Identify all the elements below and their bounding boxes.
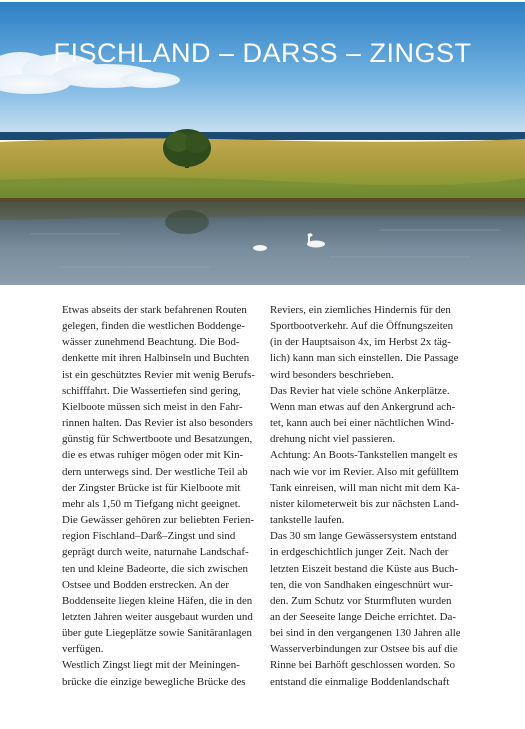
text-line: entstand die einmalige Boddenlandschaft	[270, 675, 450, 688]
text-line: letzten Jahren weiter ausgebaut wurden und	[62, 610, 253, 623]
text-line: an der Seeseite lange Deiche errichtet. Da-	[270, 610, 456, 623]
text-line: nister kilometerweit bis zur nächsten Land-	[270, 497, 460, 510]
page-title: FISCHLAND – DARSS – ZINGST	[53, 38, 472, 68]
text-line: wird besonders beschrieben.	[270, 368, 394, 381]
text-line: geprägt durch weite, naturnahe Landschaf-	[62, 546, 249, 559]
text-line: Wasserverbindungen zur Ostsee bis auf die	[270, 643, 458, 656]
text-line: Das Revier hat viele schöne Ankerplätze.	[270, 384, 450, 397]
text-line: bei sind in den vergangenen 130 Jahren alle	[270, 627, 461, 640]
text-line: verfügen.	[62, 643, 104, 656]
text-line: letzten Eiszeit bestand die Küste aus Buch-	[270, 562, 459, 575]
text-line: Westlich Zingst liegt mit der Meiningen-	[62, 659, 240, 672]
text-line: lich) kann man sich einstellen. Die Passage	[270, 352, 459, 365]
text-line: ten, die von Sandhaken eingeschnürt wur-	[270, 578, 454, 591]
text-line: Ostsee und Bodden erstrecken. An der	[62, 578, 229, 591]
text-line: den. Zum Schutz vor Sturmfluten wurden	[270, 594, 452, 607]
text-line: die es etwas ruhiger mögen oder mit Kin-	[62, 449, 244, 462]
text-line: tankstelle laufen.	[270, 514, 345, 527]
text-line: Tank einreisen, will man nicht mit dem Ka-	[270, 481, 460, 494]
text-line: gelegen, finden die westlichen Boddenge-	[62, 320, 245, 333]
text-line: Kielboote müssen sich meist in den Fahr-	[62, 400, 243, 413]
text-line: Boddenseite liegen kleine Häfen, die in den	[62, 594, 253, 607]
text-line: Reviers, ein ziemliches Hindernis für den	[270, 304, 451, 316]
text-line: Etwas abseits der stark befahrenen Routen	[62, 304, 247, 316]
text-line: brücke die einzige bewegliche Brücke des	[62, 675, 246, 688]
text-line: Wenn man etwas auf den Ankergrund ach-	[270, 400, 456, 413]
text-line: region Fischland–Darß–Zingst und sind	[62, 530, 236, 543]
text-column-left	[62, 302, 254, 690]
text-line: denkette mit ihren Halbinseln und Buchten	[62, 352, 250, 365]
text-line: wässer zunehmend Beachtung. Die Bod-	[62, 336, 240, 349]
text-line: Rinne bei Barhöft geschlossen worden. So	[270, 659, 456, 672]
text-line: mehr als 1,50 m Tiefgang nicht geeignet.	[62, 497, 241, 510]
text-line: der Zingster Brücke ist für Kielboote mit	[62, 481, 241, 494]
text-line: Sportbootverkehr. Auf die Öffnungszeiten	[270, 320, 454, 333]
text-line: dern unterwegs sind. Der westliche Teil ab	[62, 465, 248, 478]
text-line: Achtung: An Boots-Tankstellen mangelt es	[270, 449, 458, 462]
text-line: günstig für Schwertboote und Besatzungen,	[62, 433, 253, 446]
text-column-right	[270, 302, 462, 690]
text-line: schifffahrt. Die Wassertiefen sind gering,	[62, 384, 241, 397]
text-line: rinnen halten. Das Revier ist also besonders	[62, 417, 253, 430]
text-line: (in der Hauptsaison 4x, im Herbst 2x täg-	[270, 336, 451, 349]
text-line: tet, kann auch bei einer nächtlichen Wind-	[270, 417, 455, 430]
text-line: Das 30 sm lange Gewässersystem entstand	[270, 530, 457, 543]
text-line: drehung nicht viel passieren.	[270, 433, 396, 446]
text-line: in erdgeschichtlich junger Zeit. Nach der	[270, 546, 449, 559]
text-line: ten und kleine Badeorte, die sich zwischen	[62, 562, 248, 575]
text-line: über gute Liegeplätze sowie Sanitäranlagen	[62, 627, 252, 640]
hero-photo	[0, 2, 525, 285]
text-line: nach wie vor im Revier. Also mit gefülltem	[270, 465, 459, 478]
text-line: ist ein geschütztes Revier mit wenig Berufs-	[62, 368, 255, 381]
text-line: Die Gewässer gehören zur beliebten Ferien-	[62, 514, 255, 527]
